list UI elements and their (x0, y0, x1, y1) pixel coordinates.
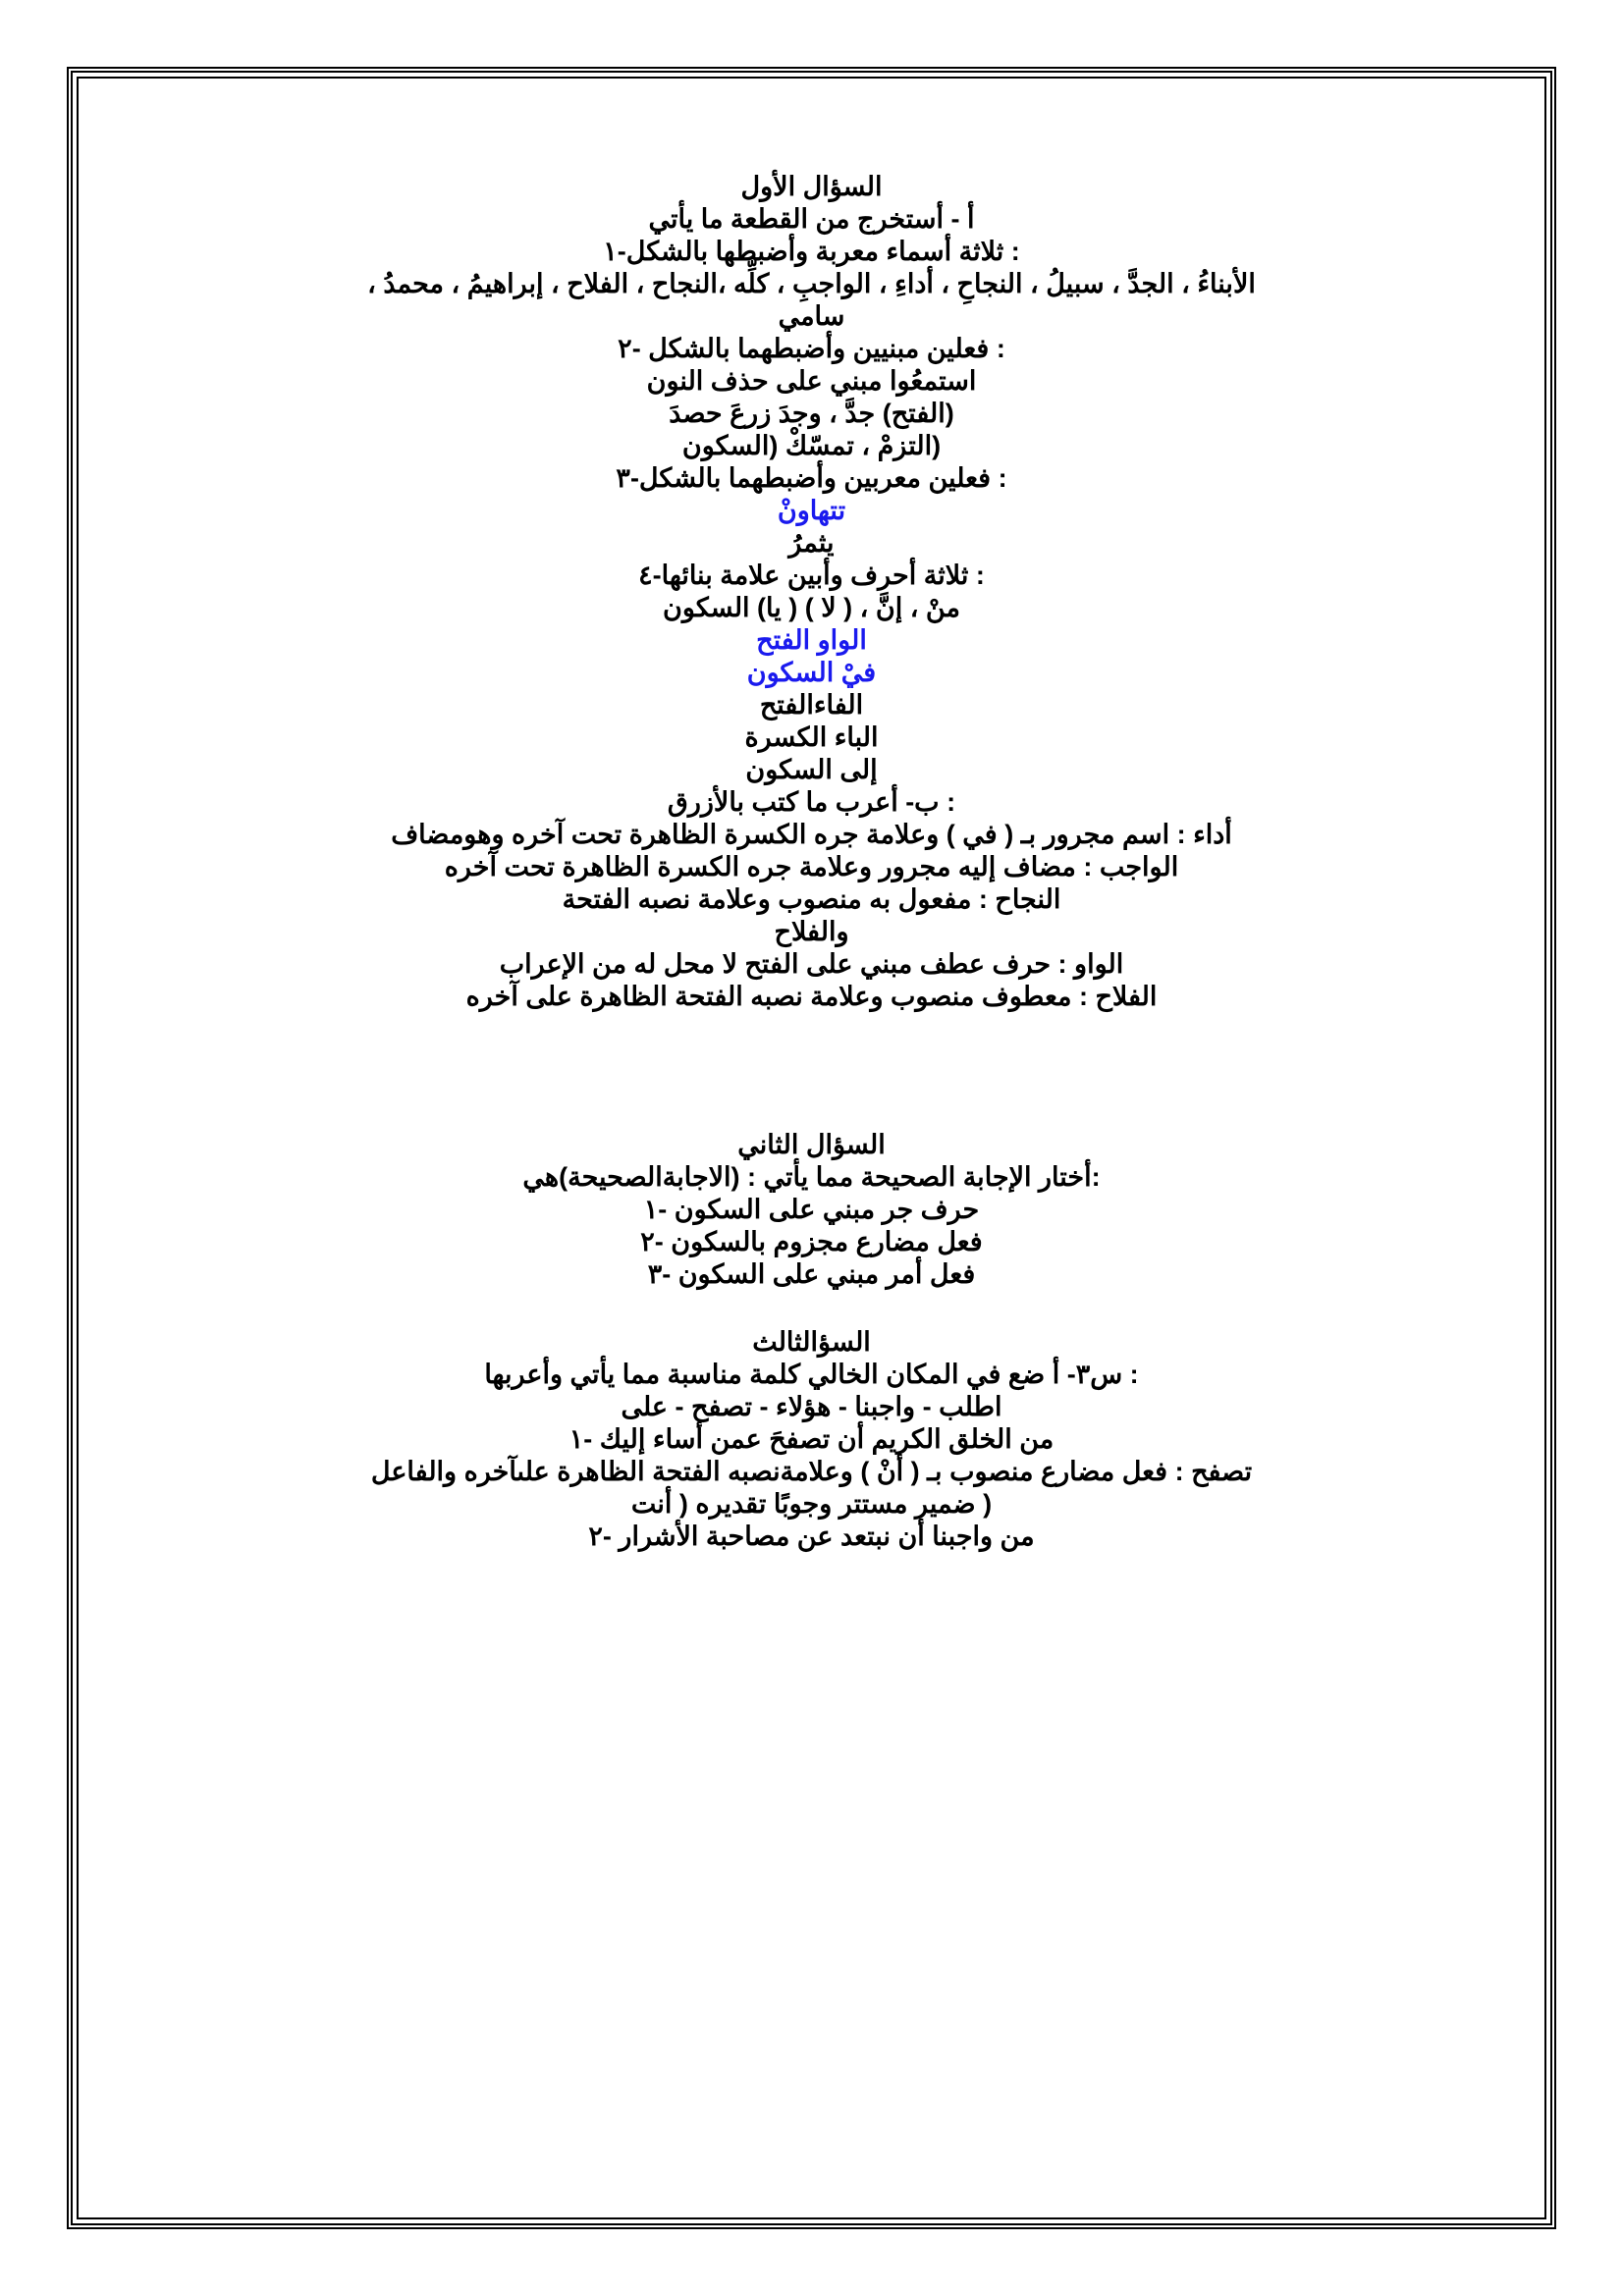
sentence-2: من واجبنا أن نبتعد عن مصاحبة الأشرار -٢ (588, 1522, 1035, 1551)
item-4-answer-blue: فيْ السكون (746, 658, 877, 687)
question-3-section (118, 1326, 1505, 1553)
item-1-answer: الأبناءُ ، الجدَّ ، سبيلُ ، النجاحِ ، أداءِ ، الواجبِ ، كلِّه ،النجاح ، الفلاح ، إبراهيمُ ، محمدُ ، (367, 269, 1256, 298)
item-1-answer-cont: سامي (778, 301, 845, 331)
question-2-title: السؤال الثاني (737, 1130, 886, 1159)
item-4-answer-blue: الواو الفتح (756, 625, 867, 655)
question-3-heading: : س٣- أ ضع في المكان الخالي كلمة مناسبة مما يأتي وأعربها (484, 1360, 1139, 1389)
document-body (118, 157, 1505, 1553)
item-2-heading: : فعلين مبنيين وأضبطهما بالشكل -٢ (618, 334, 1005, 363)
question-1-section (118, 171, 1505, 1013)
section-spacer (118, 1013, 1505, 1129)
question-3-title: السؤالثالث (752, 1327, 871, 1357)
question-2-answer: فعل مضارع مجزوم بالسكون -٢ (640, 1227, 983, 1256)
question-1-title: السؤال الأول (740, 172, 883, 201)
parse-line: تصفح : فعل مضارع منصوب بـ ( أنْ ) وعلامةنصبه الفتحة الظاهرة علىآخره والفاعل (370, 1457, 1253, 1486)
parse-line: الواو : حرف عطف مبني على الفتح لا محل له من الإعراب (499, 949, 1124, 979)
item-3-answer: يثمرُ (788, 528, 835, 558)
section-spacer (118, 1291, 1505, 1326)
item-4-answer: الفاءالفتح (759, 690, 864, 720)
item-2-answer: (الفتح) جدَّ ، وجدَ زرعَ حصدَ (669, 399, 954, 428)
word-bank: اطلب - واجبنا - هؤلاء - تصفح - على (621, 1392, 1002, 1421)
question-2-heading: :أختار الإجابة الصحيحة مما يأتي : (الاجابةالصحيحة)هي (522, 1162, 1101, 1192)
item-1-heading: : ثلاثة أسماء معربة وأضبطها بالشكل-١ (603, 237, 1020, 266)
item-4-answer: الباء الكسرة (744, 722, 879, 752)
question-2-answer: فعل أمر مبني على السكون -٣ (647, 1259, 976, 1289)
item-2-answer: (التزمْ ، تمسّكْ (السكون (681, 431, 942, 460)
parse-line: الواجب : مضاف إليه مجرور وعلامة جره الكسرة الظاهرة تحت آخره (444, 852, 1179, 881)
item-4-answer: منْ ، إنَّ ، ( لا ) ( يا) السكون (663, 593, 960, 622)
question-1-part-a: أ - أستخرج من القطعة ما يأتي (648, 204, 975, 234)
parse-line: والفلاح (774, 917, 849, 946)
item-4-heading: : ثلاثة أحرف وأبين علامة بنائها-٤ (638, 561, 985, 590)
parse-line: النجاح : مفعول به منصوب وعلامة نصبه الفتحة (562, 884, 1061, 914)
question-2-section (118, 1129, 1505, 1291)
item-3-heading: : فعلين معربين وأضبطهما بالشكل-٣ (616, 463, 1007, 493)
parse-line: أداء : اسم مجرور بـ ( في ) وعلامة جره الكسرة الظاهرة تحت آخره وهومضاف (391, 820, 1232, 849)
item-2-answer: استمعُوا مبني على حذف النون (646, 366, 977, 396)
item-4-answer: إلى السكون (745, 755, 878, 784)
question-2-answer: حرف جر مبني على السكون -١ (643, 1195, 980, 1224)
parse-line: الفلاح : معطوف منصوب وعلامة نصبه الفتحة الظاهرة على آخره (465, 982, 1158, 1011)
sentence-1: من الخلق الكريم أن تصفحَ عمن أساء إليك -١ (568, 1424, 1055, 1454)
parse-line: ( ضمير مستتر وجوبًا تقديره ( أنت (630, 1489, 993, 1519)
item-3-answer-blue: تتهاونْ (777, 496, 846, 525)
question-1-part-b: : ب- أعرب ما كتب بالأزرق (667, 787, 956, 817)
